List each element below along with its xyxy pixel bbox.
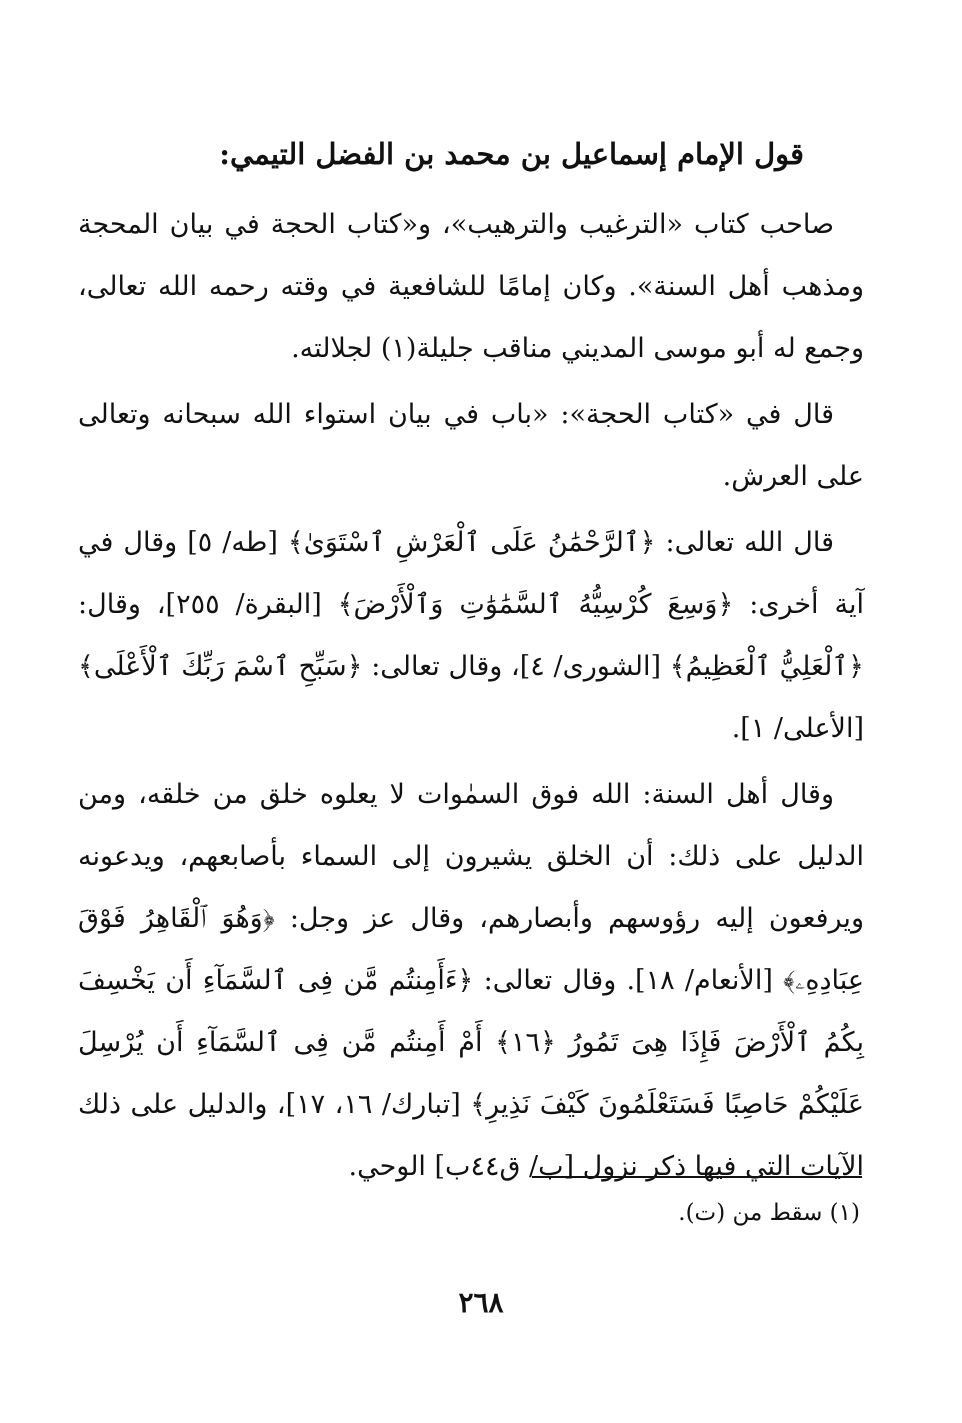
footnote-separator <box>532 1176 862 1178</box>
page-number: ٢٦٨ <box>458 1286 504 1319</box>
paragraph-quran-verses: قال الله تعالى: ﴿ٱلرَّحْمَٰنُ عَلَى ٱلْعَرْشِ ٱسْتَوَىٰ﴾ [طه/ ٥] وقال في آية أخرى: ﴿وَسِعَ كُرْسِيُّهُ ٱلسَّمَٰوَٰتِ وَٱلْأَرْضَ﴾ [البقرة/ ٢٥٥]، وقال: ﴿ٱلْعَلِيُّ ٱلْعَظِيمُ﴾ [الشورى/ ٤]، وقال تعالى: ﴿سَبِّحِ ٱسْمَ رَبِّكَ ٱلْأَعْلَى﴾ [الأعلى/ ١]. <box>78 527 864 744</box>
footnote: (١) سقط من (ت). <box>678 1200 860 1226</box>
paragraph-book-chapter: قال في «كتاب الحجة»: «باب في بيان استواء الله سبحانه وتعالى على العرش. <box>78 399 864 492</box>
paragraph-author-bio: صاحب كتاب «الترغيب والترهيب»، و«كتاب الحجة في بيان المحجة ومذهب أهل السنة». وكان إمامًا للشافعية في وقته رحمه الله تعالى، وجمع له أبو موسى المديني مناقب جليلة(١) لجلالته. <box>78 209 864 364</box>
main-text <box>78 128 864 1202</box>
section-heading: قول الإمام إسماعيل بن محمد بن الفضل التيمي: <box>219 137 804 171</box>
paragraph-ahl-sunnah: وقال أهل السنة: الله فوق السمٰوات لا يعلوه خلق من خلقه، ومن الدليل على ذلك: أن الخلق يشيرون إلى السماء بأصابعهم، ويدعونه ويرفعون إليه رؤوسهم وأبصارهم، وقال عز وجل: ﴿وَهُوَ ٱلْقَاهِرُ فَوْقَ عِبَادِهِۦ﴾ [الأنعام/ ١٨]. وقال تعالى: ﴿ءَأَمِنتُم مَّن فِى ٱلسَّمَآءِ أَن يَخْسِفَ بِكُمُ ٱلْأَرْضَ فَإِذَا هِىَ تَمُورُ ﴿١٦﴾ أَمْ أَمِنتُم مَّن فِى ٱلسَّمَآءِ أَن يُرْسِلَ عَلَيْكُمْ حَاصِبًا فَسَتَعْلَمُونَ كَيْفَ نَذِيرِ﴾ [تبارك/ ١٦، ١٧]، والدليل على ذلك الآيات التي فيها ذكر نزول [ب/ ق٤٤ب] الوحي. <box>78 779 865 1182</box>
